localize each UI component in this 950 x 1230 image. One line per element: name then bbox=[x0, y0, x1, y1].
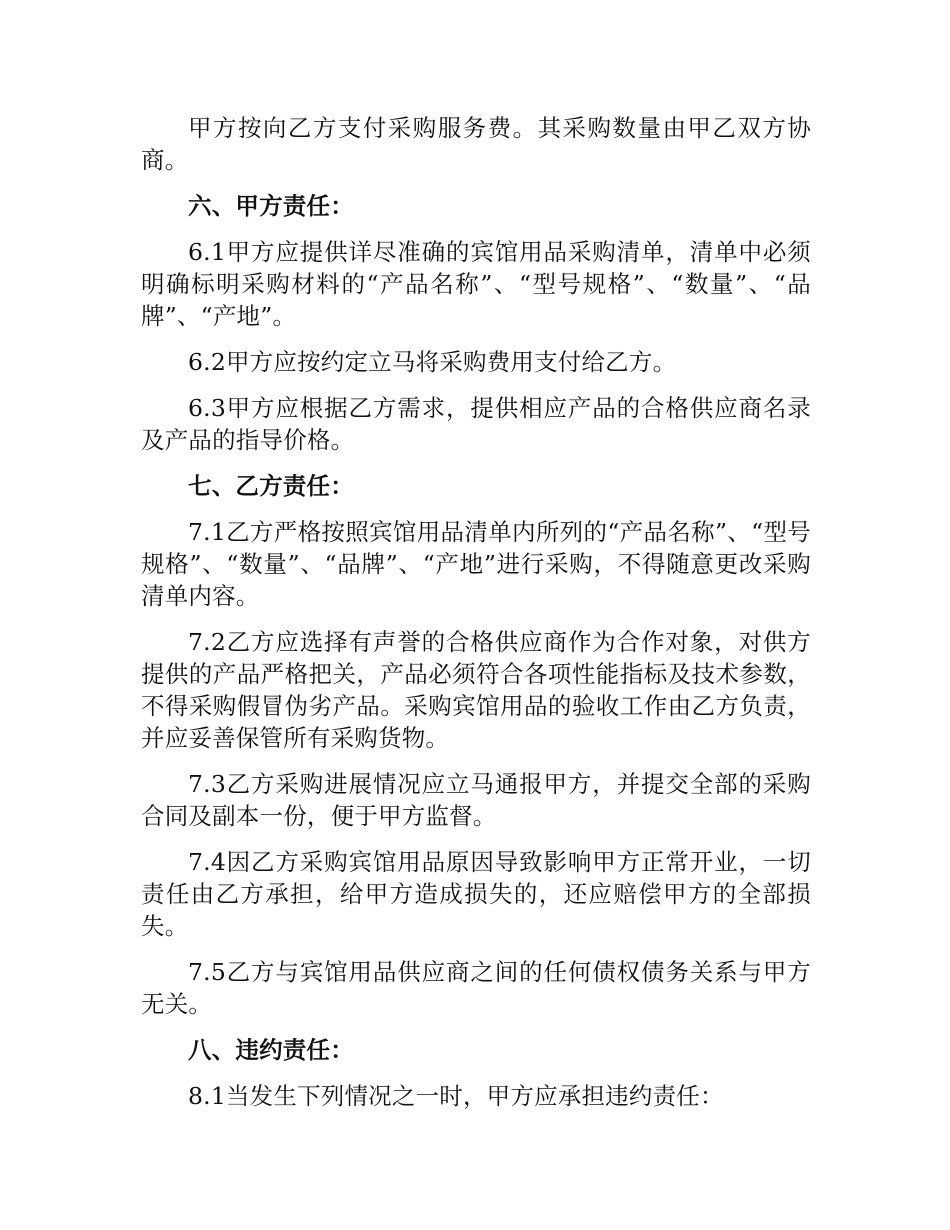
clause-6-1: 6.1甲方应提供详尽准确的宾馆用品采购清单，清单中必须明确标明采购材料的“产品名称”、“型号规格”、“数量”、“品牌”、“产地”。 bbox=[141, 238, 811, 330]
clause-6-2: 6.2甲方应按约定立马将采购费用支付给乙方。 bbox=[188, 348, 677, 376]
document-page bbox=[141, 112, 811, 1126]
paragraph-payment-terms: 甲方按向乙方支付采购服务费。其采购数量由甲乙双方协商。 bbox=[141, 114, 811, 174]
clause-7-5: 7.5乙方与宾馆用品供应商之间的任何债权债务关系与甲方无关。 bbox=[141, 958, 811, 1018]
clause-6-3: 6.3甲方应根据乙方需求，提供相应产品的合格供应商名录及产品的指导价格。 bbox=[141, 394, 811, 454]
clause-7-4: 7.4因乙方采购宾馆用品原因导致影响甲方正常开业，一切责任由乙方承担，给甲方造成损失的，还应赔偿甲方的全部损失。 bbox=[141, 848, 811, 940]
section-heading-party-b: 七、乙方责任： bbox=[188, 472, 354, 500]
clause-7-2: 7.2乙方应选择有声誉的合格供应商作为合作对象，对供方提供的产品严格把关，产品必须符合各项性能指标及技术参数，不得采购假冒伪劣产品。采购宾馆用品的验收工作由乙方负责，并应妥善保管所有采购货物。 bbox=[141, 628, 811, 752]
clause-7-3: 7.3乙方采购进展情况应立马通报甲方，并提交全部的采购合同及副本一份，便于甲方监督。 bbox=[141, 770, 811, 830]
section-heading-breach: 八、违约责任： bbox=[188, 1036, 354, 1064]
clause-7-1: 7.1乙方严格按照宾馆用品清单内所列的“产品名称”、“型号规格”、“数量”、“品牌”、“产地”进行采购，不得随意更改采购清单内容。 bbox=[141, 518, 811, 610]
clause-8-1: 8.1当发生下列情况之一时，甲方应承担违约责任： bbox=[188, 1082, 724, 1110]
section-heading-party-a: 六、甲方责任： bbox=[188, 192, 354, 220]
